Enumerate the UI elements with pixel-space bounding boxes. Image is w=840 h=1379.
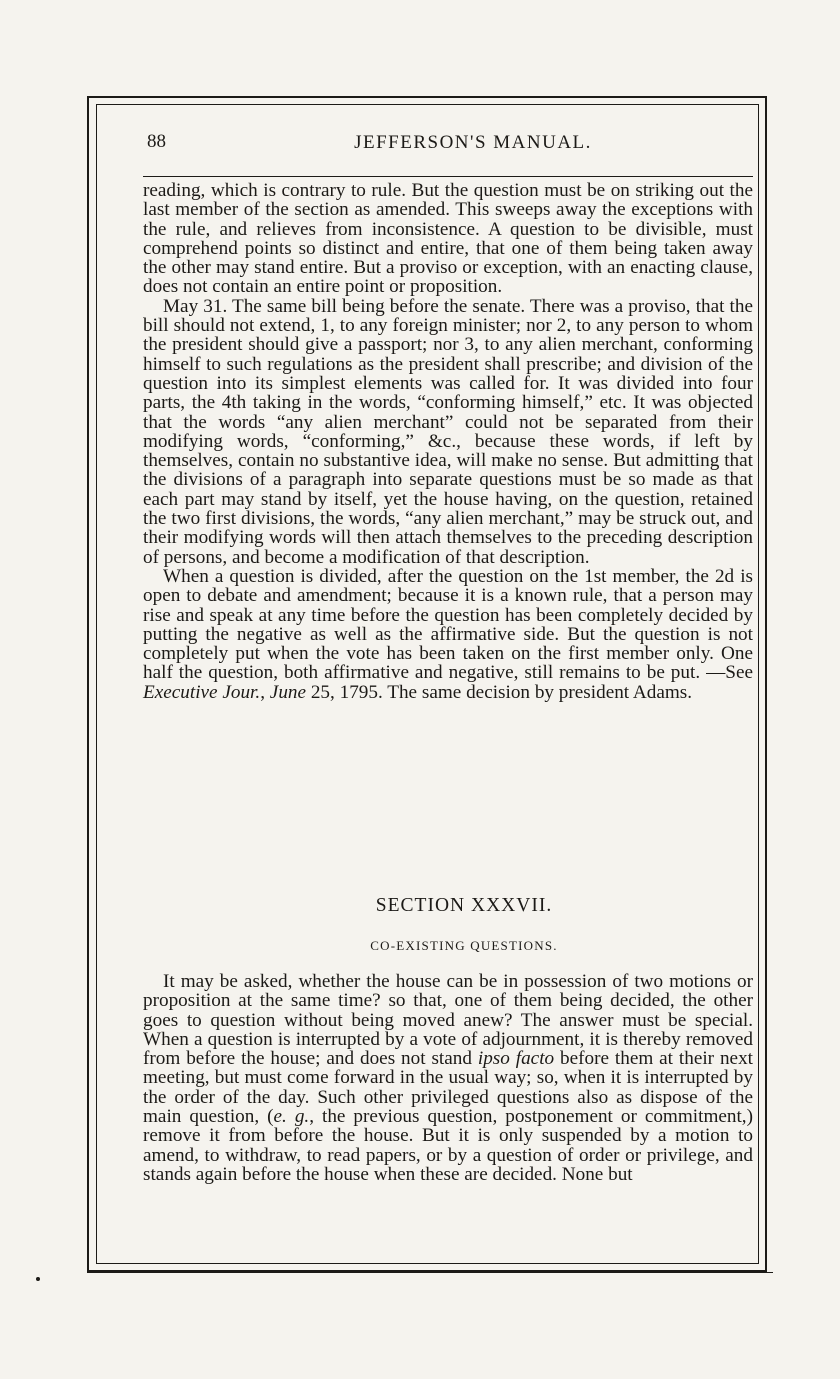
page-number: 88 bbox=[147, 131, 166, 152]
paragraph-text: It may be asked, whether the house can be in possession of two motions or proposition at the same time? so that, one of them being decided, the other goes to question without being moved anew? The answer must be special. When a question is interrupted by a vote of adjournment, it is thereby removed from before the house; and does not stand bbox=[143, 971, 753, 1070]
paragraph: May 31. The same bill being before the senate. There was a proviso, that the bill should not extend, 1, to any foreign minister; nor 2, to any person to whom the president should give a passport; nor 3, to any alien merchant, conforming himself to such regulations as the president shall prescribe; and division of the question into its simplest elements was called for. It was divided into four parts, the 4th taking in the words, “conforming himself,” etc. It was objected that the words “any alien merchant” could not be separated from their modifying words, “conforming,” &c., because these words, if left by themselves, contain no substantive idea, will make no sense. But admitting that the divisions of a paragraph into separate questions must be so made as that each part may stand by itself, yet the house having, on the question, retained the two first divisions, the words, “any alien merchant,” may be struck out, and their modifying words will then attach themselves to the preceding description of persons, and become a modification of that description. bbox=[143, 295, 753, 568]
section-subtitle: CO-EXISTING QUESTIONS. bbox=[370, 938, 558, 953]
citation-date: June bbox=[269, 681, 307, 703]
ink-speck bbox=[36, 1277, 40, 1281]
paragraph-text: When a question is divided, after the question on the 1st member, the 2d is open to debate and amendment; because it is a known rule, that a person may rise and speak at any time before the question has been completely decided by putting the negative as well as the affirmative side. But the question is not completely put when the vote has been taken on the first member only. One half the question, both affirmative and negative, still remains to be put. —See bbox=[143, 565, 753, 684]
paragraph-text: , bbox=[260, 681, 270, 703]
paragraph bbox=[143, 972, 753, 1184]
section-title: SECTION XXXVII. bbox=[375, 895, 553, 916]
paragraph-text: before them at their next meeting, but must come forward in the usual way; so, when it is interrupted by the order of the day. Such other privileged questions also as dispose of the main question, ( bbox=[143, 1048, 753, 1128]
header-rule bbox=[143, 176, 753, 177]
page-bottom-rule bbox=[87, 1272, 773, 1273]
body-text-bottom bbox=[143, 972, 753, 1184]
running-title: JEFFERSON'S MANUAL. bbox=[354, 132, 592, 153]
paragraph: reading, which is contrary to rule. But the question must be on striking out the last member of the section as amended. This sweeps away the exceptions with the rule, and relieves from inconsistence. A question to be divisible, must comprehend points so distinct and entire, that one of them being taken away the other may stand entire. But a proviso or exception, with an enacting clause, does not contain an entire point or proposition. bbox=[143, 180, 753, 298]
abbreviation: e. g. bbox=[273, 1106, 310, 1128]
body-text-top bbox=[143, 181, 753, 702]
latin-phrase: ipso facto bbox=[477, 1048, 555, 1070]
paragraph-text: , the previous question, postponement or commitment,) remove it from before the house. But it is only suspended by a motion to amend, to withdraw, to read papers, or by a question of order or privilege, and stands again before the house when these are decided. None but bbox=[143, 1106, 753, 1185]
paragraph-text: 25, 1795. The same decision by president Adams. bbox=[306, 681, 693, 703]
citation-title: Executive Jour. bbox=[143, 681, 261, 703]
page-header bbox=[143, 131, 753, 161]
paragraph bbox=[143, 567, 753, 702]
